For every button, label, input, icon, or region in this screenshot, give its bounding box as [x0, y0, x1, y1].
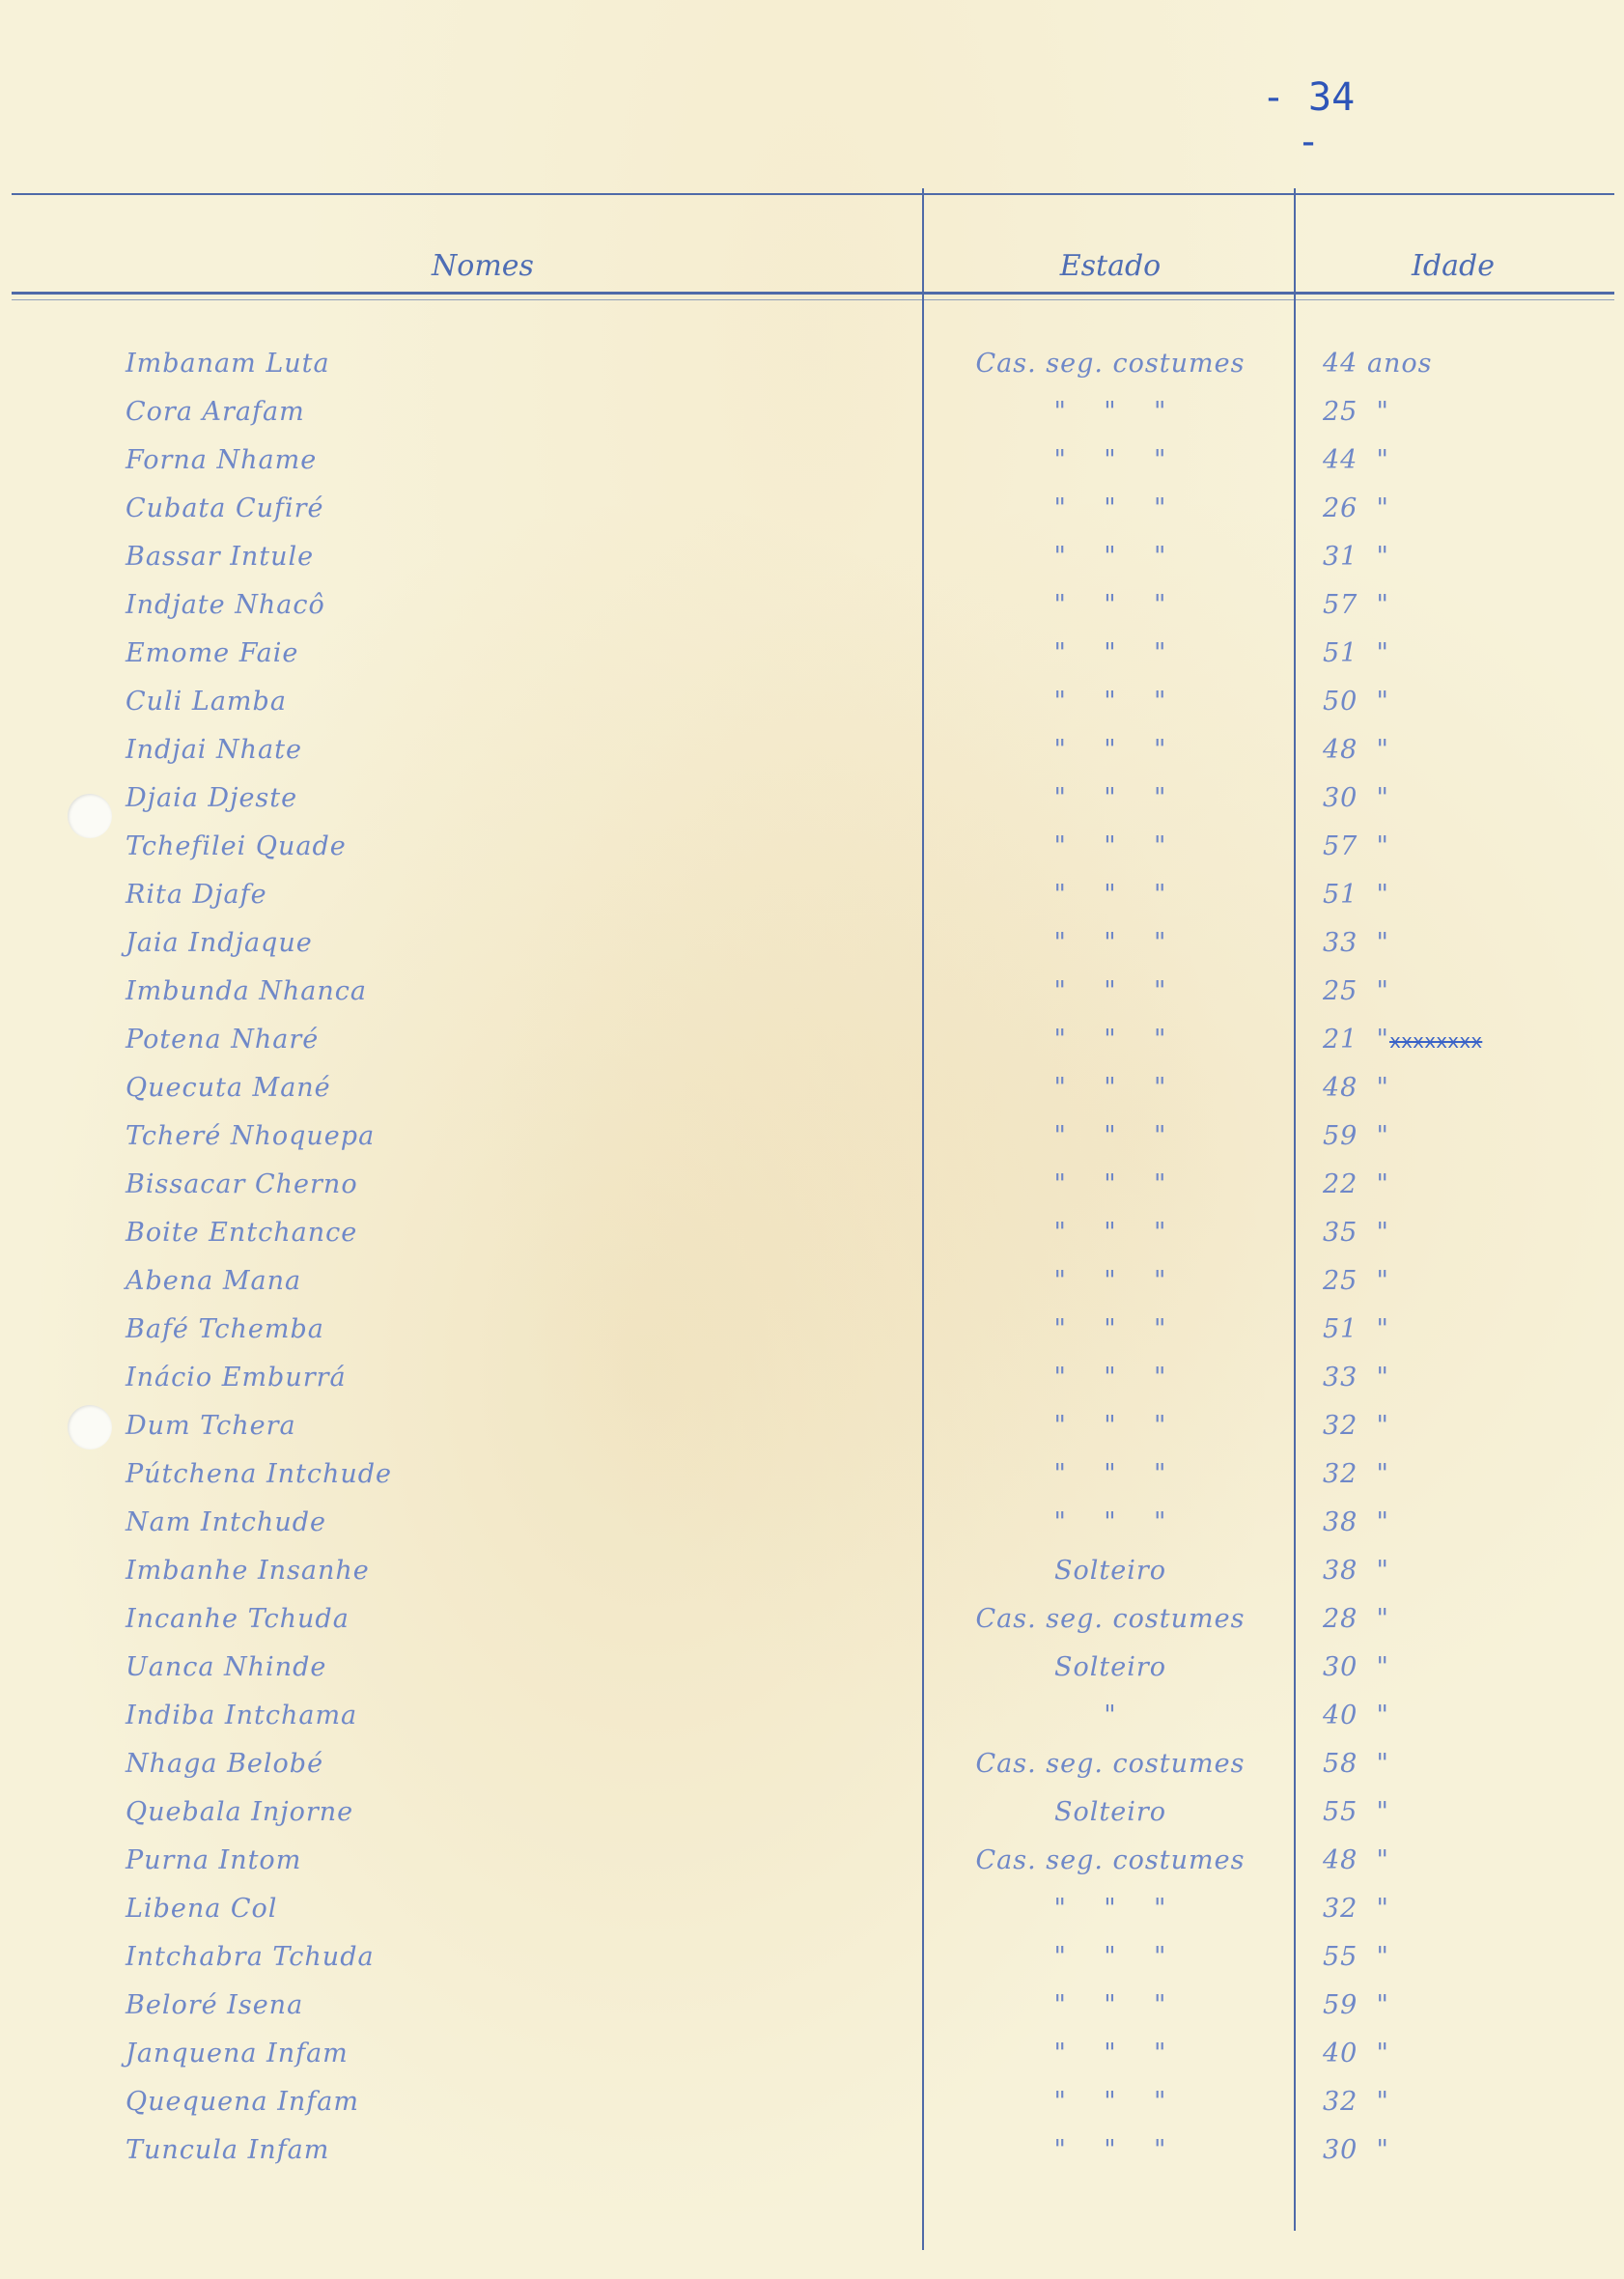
table-row — [0, 774, 1624, 823]
idade-cell: 40 " — [1323, 1701, 1389, 1730]
estado-cell: " " " — [1053, 1459, 1167, 1489]
table-row — [0, 1499, 1624, 1547]
table-row — [0, 388, 1624, 436]
idade-cell: 30 " — [1323, 2135, 1389, 2165]
table-row — [0, 1257, 1624, 1306]
name-cell: Nhaga Belobé — [126, 1749, 324, 1779]
overtyped-text: xxxxxxxx — [1388, 1029, 1483, 1053]
table-row — [0, 823, 1624, 871]
idade-cell: 57 " — [1323, 590, 1389, 620]
idade-cell: 28 " — [1323, 1604, 1389, 1634]
estado-cell: " " " — [1053, 1363, 1167, 1393]
estado-cell: " " " — [1053, 1025, 1167, 1055]
idade-cell: 55 " — [1323, 1797, 1389, 1827]
name-cell: Cubata Cufiré — [126, 493, 324, 523]
top-rule — [12, 193, 1614, 195]
idade-cell: 48 " — [1323, 1845, 1389, 1875]
idade-cell: 30 " — [1323, 783, 1389, 813]
estado-cell: " " " — [1053, 590, 1167, 620]
table-row — [0, 871, 1624, 919]
estado-cell: Cas. seg. costumes — [975, 1604, 1246, 1634]
name-cell: Imbanam Luta — [126, 349, 330, 379]
table-row — [0, 1064, 1624, 1112]
idade-cell: 55 " — [1323, 1942, 1389, 1972]
table-row — [0, 1644, 1624, 1692]
estado-cell: Cas. seg. costumes — [975, 1749, 1246, 1779]
name-cell: Libena Col — [126, 1894, 278, 1924]
estado-cell: Solteiro — [1053, 1797, 1166, 1827]
name-cell: Indjate Nhacô — [126, 590, 325, 620]
name-cell: Tuncula Infam — [126, 2135, 330, 2165]
name-cell: Djaia Djeste — [126, 783, 298, 813]
idade-cell: 22 " — [1323, 1169, 1389, 1199]
column-header-estado: Estado — [1059, 249, 1162, 283]
estado-cell: " " " — [1053, 1121, 1167, 1151]
name-cell: Quebala Injorne — [126, 1797, 354, 1827]
idade-cell: 48 " — [1323, 735, 1389, 765]
table-row — [0, 340, 1624, 388]
idade-cell: 31 " — [1323, 542, 1389, 572]
table-row — [0, 485, 1624, 533]
idade-cell: 51 " — [1323, 1314, 1389, 1344]
table-row — [0, 436, 1624, 485]
table-row — [0, 968, 1624, 1016]
name-cell: Janquena Infam — [126, 2039, 349, 2068]
idade-cell: 32 " — [1323, 1459, 1389, 1489]
name-cell: Inácio Emburrá — [126, 1363, 347, 1393]
name-cell: Purna Intom — [126, 1845, 302, 1875]
name-cell: Bissacar Cherno — [126, 1169, 358, 1199]
table-row — [0, 1982, 1624, 2030]
name-cell: Jaia Indjaque — [126, 928, 313, 958]
header-rule-thin — [12, 299, 1614, 300]
idade-cell: 40 " — [1323, 2039, 1389, 2068]
name-cell: Forna Nhame — [126, 445, 318, 475]
name-cell: Imbunda Nhanca — [126, 976, 368, 1006]
table-row — [0, 1692, 1624, 1740]
estado-cell: " " " — [1053, 831, 1167, 861]
name-cell: Indiba Intchama — [126, 1701, 358, 1730]
estado-cell: " " " — [1053, 542, 1167, 572]
table-row — [0, 1788, 1624, 1837]
idade-cell: 50 " — [1323, 687, 1389, 717]
name-cell: Beloré Isena — [126, 1990, 304, 2020]
name-cell: Tchefilei Quade — [126, 831, 347, 861]
idade-cell: 59 " — [1323, 1121, 1389, 1151]
idade-cell: 32 " — [1323, 1411, 1389, 1441]
table-row — [0, 1112, 1624, 1161]
idade-cell: 25 " — [1323, 976, 1389, 1006]
estado-cell: " " " — [1053, 735, 1167, 765]
estado-cell: " " " — [1053, 928, 1167, 958]
estado-cell: " " " — [1053, 1411, 1167, 1441]
estado-cell: " " " — [1053, 1507, 1167, 1537]
header-rule — [12, 292, 1614, 295]
name-cell: Dum Tchera — [126, 1411, 296, 1441]
estado-cell: " " " — [1053, 493, 1167, 523]
table-row — [0, 1209, 1624, 1257]
table-row — [0, 533, 1624, 581]
estado-cell: " " " — [1053, 783, 1167, 813]
table-row — [0, 1885, 1624, 1933]
table-row — [0, 726, 1624, 774]
name-cell: Indjai Nhate — [126, 735, 302, 765]
table-row — [0, 1740, 1624, 1788]
idade-cell: 44 " — [1323, 445, 1389, 475]
estado-cell: Cas. seg. costumes — [975, 1845, 1246, 1875]
estado-cell: " " " — [1053, 976, 1167, 1006]
idade-cell: 33 " — [1323, 1363, 1389, 1393]
estado-cell: " " " — [1053, 1266, 1167, 1296]
estado-cell: " " " — [1053, 1894, 1167, 1924]
estado-cell: Solteiro — [1053, 1556, 1166, 1586]
table-row — [0, 2126, 1624, 2175]
idade-cell: 59 " — [1323, 1990, 1389, 2020]
name-cell: Tcheré Nhoquepa — [126, 1121, 376, 1151]
estado-cell: Solteiro — [1053, 1652, 1166, 1682]
name-cell: Culi Lamba — [126, 687, 287, 717]
table-row — [0, 630, 1624, 678]
name-cell: Imbanhe Insanhe — [126, 1556, 370, 1586]
estado-cell: " " " — [1053, 638, 1167, 668]
estado-cell: " " " — [1053, 2039, 1167, 2068]
idade-cell: 21 "xxxxxxxx — [1323, 1025, 1483, 1055]
estado-cell: " " " — [1053, 1169, 1167, 1199]
idade-cell: 51 " — [1323, 880, 1389, 910]
estado-cell: " — [1104, 1701, 1117, 1730]
estado-cell: " " " — [1053, 1218, 1167, 1248]
idade-cell: 33 " — [1323, 928, 1389, 958]
name-cell: Emome Faie — [126, 638, 299, 668]
table-row — [0, 1016, 1624, 1064]
idade-cell: 35 " — [1323, 1218, 1389, 1248]
idade-cell: 26 " — [1323, 493, 1389, 523]
idade-cell: 30 " — [1323, 1652, 1389, 1682]
column-header-nomes: Nomes — [432, 249, 534, 283]
name-cell: Bafé Tchemba — [126, 1314, 324, 1344]
table-row — [0, 1450, 1624, 1499]
name-cell: Bassar Intule — [126, 542, 315, 572]
table-row — [0, 678, 1624, 726]
idade-cell: 57 " — [1323, 831, 1389, 861]
name-cell: Nam Intchude — [126, 1507, 326, 1537]
table-row — [0, 2078, 1624, 2126]
name-cell: Uanca Nhinde — [126, 1652, 327, 1682]
idade-cell: 25 " — [1323, 397, 1389, 427]
estado-cell: " " " — [1053, 445, 1167, 475]
estado-cell: Cas. seg. costumes — [975, 349, 1246, 379]
name-cell: Incanhe Tchuda — [126, 1604, 350, 1634]
idade-cell: 38 " — [1323, 1507, 1389, 1537]
table-row — [0, 1161, 1624, 1209]
estado-cell: " " " — [1053, 1942, 1167, 1972]
name-cell: Potena Nharé — [126, 1025, 320, 1055]
idade-cell: 38 " — [1323, 1556, 1389, 1586]
name-cell: Quequena Infam — [126, 2087, 359, 2117]
idade-cell: 51 " — [1323, 638, 1389, 668]
name-cell: Rita Djafe — [126, 880, 267, 910]
table-row — [0, 1933, 1624, 1982]
page-number: - 34 - — [1261, 75, 1356, 164]
idade-cell: 32 " — [1323, 2087, 1389, 2117]
estado-cell: " " " — [1053, 1314, 1167, 1344]
name-cell: Cora Arafam — [126, 397, 305, 427]
name-cell: Pútchena Intchude — [126, 1459, 393, 1489]
table-row — [0, 1595, 1624, 1644]
table-row — [0, 1547, 1624, 1595]
table-row — [0, 1837, 1624, 1885]
estado-cell: " " " — [1053, 1990, 1167, 2020]
idade-cell: 48 " — [1323, 1073, 1389, 1103]
table-row — [0, 919, 1624, 968]
name-cell: Quecuta Mané — [126, 1073, 331, 1103]
name-cell: Boite Entchance — [126, 1218, 358, 1248]
idade-cell: 58 " — [1323, 1749, 1389, 1779]
table-row — [0, 2030, 1624, 2078]
estado-cell: " " " — [1053, 1073, 1167, 1103]
name-cell: Intchabra Tchuda — [126, 1942, 375, 1972]
table-row — [0, 581, 1624, 630]
table-row — [0, 1306, 1624, 1354]
idade-cell: 25 " — [1323, 1266, 1389, 1296]
column-header-idade: Idade — [1412, 249, 1495, 283]
estado-cell: " " " — [1053, 397, 1167, 427]
idade-cell: 44 anos — [1323, 349, 1433, 379]
estado-cell: " " " — [1053, 2087, 1167, 2117]
table-row — [0, 1354, 1624, 1402]
estado-cell: " " " — [1053, 880, 1167, 910]
table-row — [0, 1402, 1624, 1450]
estado-cell: " " " — [1053, 2135, 1167, 2165]
idade-cell: 32 " — [1323, 1894, 1389, 1924]
estado-cell: " " " — [1053, 687, 1167, 717]
name-cell: Abena Mana — [126, 1266, 302, 1296]
